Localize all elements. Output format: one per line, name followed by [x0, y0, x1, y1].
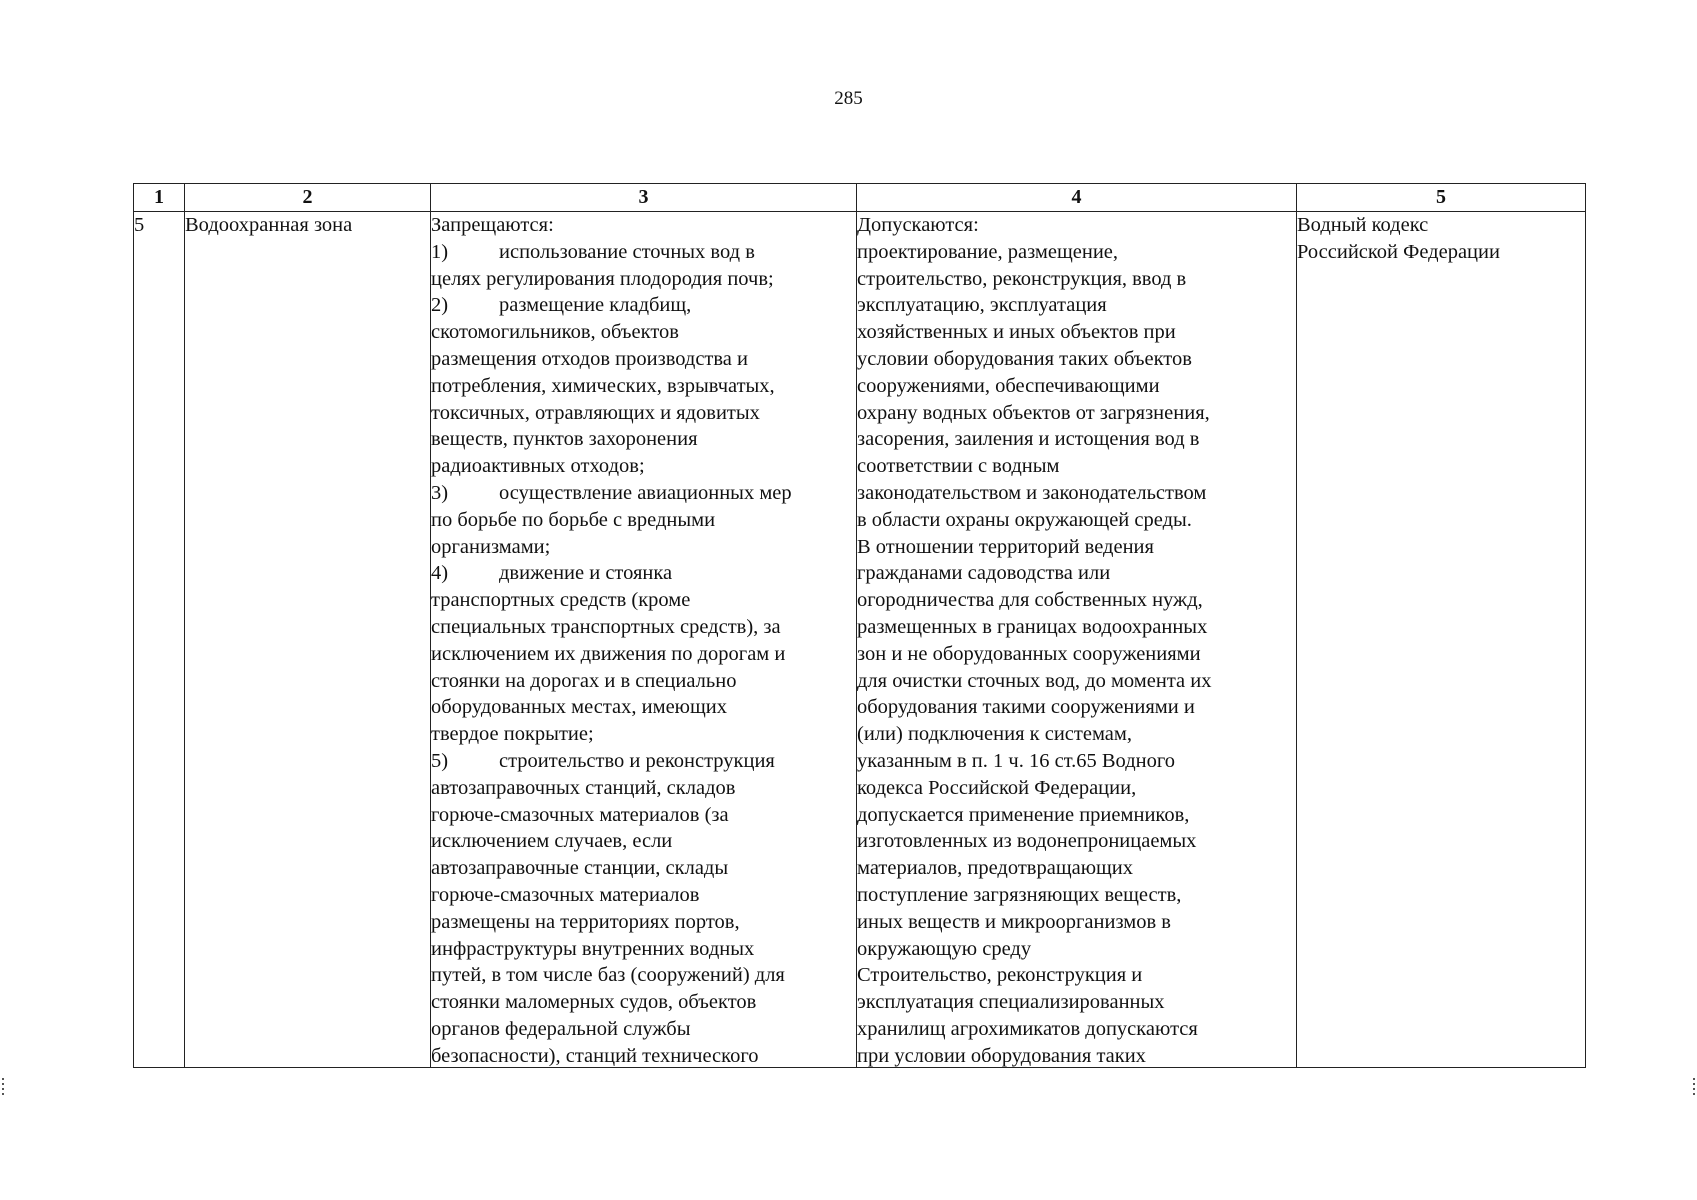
permission-text-line: соответствии с водным [857, 455, 1060, 478]
header-col-5: 5 [1297, 184, 1586, 212]
permission-text-line: в области охраны окружающей среды. [857, 508, 1192, 531]
permissions-cell [857, 212, 1297, 1068]
item-number: 3) [431, 481, 449, 504]
header-col-4: 4 [857, 184, 1297, 212]
prohibition-text-line: организмами; [431, 535, 551, 558]
permission-text-line: гражданами садоводства или [857, 562, 1111, 585]
prohibition-text-line: стоянки на дорогах и в специально [431, 669, 737, 692]
item-text: использование сточных вод в [499, 240, 755, 263]
permission-text-line: законодательством и законодательством [857, 481, 1207, 504]
item-number: 1) [431, 240, 449, 263]
prohibition-text-line: путей, в том числе баз (сооружений) для [431, 964, 785, 987]
scan-mark-left [2, 1078, 4, 1096]
legal-basis-line: Водный кодекс [1297, 214, 1429, 236]
prohibition-item [431, 480, 856, 507]
permission-text-line: эксплуатацию, эксплуатация [857, 294, 1107, 317]
permission-text-line: зон и не оборудованных сооружениями [857, 642, 1201, 665]
prohibition-text-line: потребления, химических, взрывчатых, [431, 374, 775, 397]
prohibition-text-line: оборудованных местах, имеющих [431, 696, 727, 719]
prohibition-text-line: исключением их движения по дорогам и [431, 642, 786, 665]
prohibition-text-line: целях регулирования плодородия почв; [431, 267, 774, 290]
permission-text-line: Допускаются: [857, 214, 979, 236]
row-number-cell [134, 212, 185, 1068]
prohibition-item [431, 560, 856, 587]
permission-text-line: при условии оборудования таких [857, 1044, 1146, 1067]
prohibition-text-line: по борьбе по борьбе с вредными [431, 508, 716, 531]
item-number: 5) [431, 749, 449, 772]
prohibition-text-line: специальных транспортных средств), за [431, 615, 781, 638]
item-number: 2) [431, 294, 449, 317]
item-text: движение и стоянка [499, 562, 673, 585]
header-row [134, 184, 1586, 212]
permission-text-line: (или) подключения к системам, [857, 723, 1132, 746]
zone-name: Водоохранная зона [185, 214, 353, 236]
permission-text-line: строительство, реконструкция, ввод в [857, 267, 1187, 290]
page-number: 285 [834, 88, 863, 109]
permission-text-line: кодекса Российской Федерации, [857, 776, 1137, 799]
permission-text-line: эксплуатация специализированных [857, 991, 1165, 1014]
prohibition-text-line: транспортных средств (кроме [431, 589, 691, 612]
permission-text-line: условии оборудования таких объектов [857, 347, 1192, 370]
prohibition-text-line: органов федеральной службы [431, 1017, 691, 1040]
permission-text-line: окружающую среду [857, 937, 1032, 960]
legal-basis-line: Российской Федерации [1297, 240, 1500, 263]
permission-text-line: огородничества для собственных нужд, [857, 589, 1203, 612]
item-text: строительство и реконструкция [499, 749, 775, 772]
permission-text-line: Строительство, реконструкция и [857, 964, 1143, 987]
permission-text-line: сооружениями, обеспечивающими [857, 374, 1160, 397]
prohibition-text-line: скотомогильников, объектов [431, 321, 679, 344]
permission-text-line: изготовленных из водонепроницаемых [857, 830, 1197, 853]
prohibition-text-line: инфраструктуры внутренних водных [431, 937, 755, 960]
row-number: 5 [134, 214, 145, 236]
permission-text-line: засорения, заиления и истощения вод в [857, 428, 1200, 451]
prohibition-text-line: горюче-смазочных материалов (за [431, 803, 729, 826]
permission-text-line: размещенных в границах водоохранных [857, 615, 1208, 638]
prohibition-text-line: токсичных, отравляющих и ядовитых [431, 401, 760, 424]
prohibition-text-line: безопасности), станций технического [431, 1044, 759, 1067]
item-text: осуществление авиационных мер [499, 481, 792, 504]
regulations-table [133, 183, 1586, 1068]
permission-text-line: материалов, предотвращающих [857, 857, 1134, 880]
permission-text-line: оборудования такими сооружениями и [857, 696, 1195, 719]
prohibition-text-line: исключением случаев, если [431, 830, 673, 853]
prohibition-item [431, 748, 856, 775]
permission-text-line: допускается применение приемников, [857, 803, 1190, 826]
permission-text-line: иных веществ и микроорганизмов в [857, 910, 1171, 933]
permission-text-line: хозяйственных и иных объектов при [857, 321, 1176, 344]
permission-text-line: для очистки сточных вод, до момента их [857, 669, 1212, 692]
prohibition-text-line: горюче-смазочных материалов [431, 883, 700, 906]
table-row [134, 212, 1586, 1068]
item-text: размещение кладбищ, [499, 294, 692, 317]
prohibition-text-line: стоянки маломерных судов, объектов [431, 991, 757, 1014]
permission-text-line: указанным в п. 1 ч. 16 ст.65 Водного [857, 749, 1175, 772]
header-col-3: 3 [431, 184, 857, 212]
prohibition-text-line: автозаправочные станции, склады [431, 857, 729, 880]
zone-name-cell [185, 212, 431, 1068]
legal-basis-cell [1297, 212, 1586, 1068]
prohibition-text-line: размещения отходов производства и [431, 347, 748, 370]
prohibition-text-line: твердое покрытие; [431, 723, 594, 746]
scan-mark-right [1693, 1078, 1695, 1096]
prohibition-text-line: размещены на территориях портов, [431, 910, 740, 933]
prohibitions-cell [431, 212, 857, 1068]
permission-text-line: охрану водных объектов от загрязнения, [857, 401, 1210, 424]
prohibition-item [431, 292, 856, 319]
permission-text-line: В отношении территорий ведения [857, 535, 1154, 558]
header-col-1: 1 [134, 184, 185, 212]
header-col-2: 2 [185, 184, 431, 212]
prohibition-text-line: веществ, пунктов захоронения [431, 428, 698, 451]
item-number: 4) [431, 562, 449, 585]
prohibition-text-line: радиоактивных отходов; [431, 455, 645, 478]
permission-text-line: хранилищ агрохимикатов допускаются [857, 1017, 1198, 1040]
prohibition-item [431, 239, 856, 266]
permission-text-line: поступление загрязняющих веществ, [857, 883, 1182, 906]
prohibition-text-line: автозаправочных станций, складов [431, 776, 736, 799]
permission-text-line: проектирование, размещение, [857, 240, 1119, 263]
prohibitions-title: Запрещаются: [431, 214, 554, 236]
